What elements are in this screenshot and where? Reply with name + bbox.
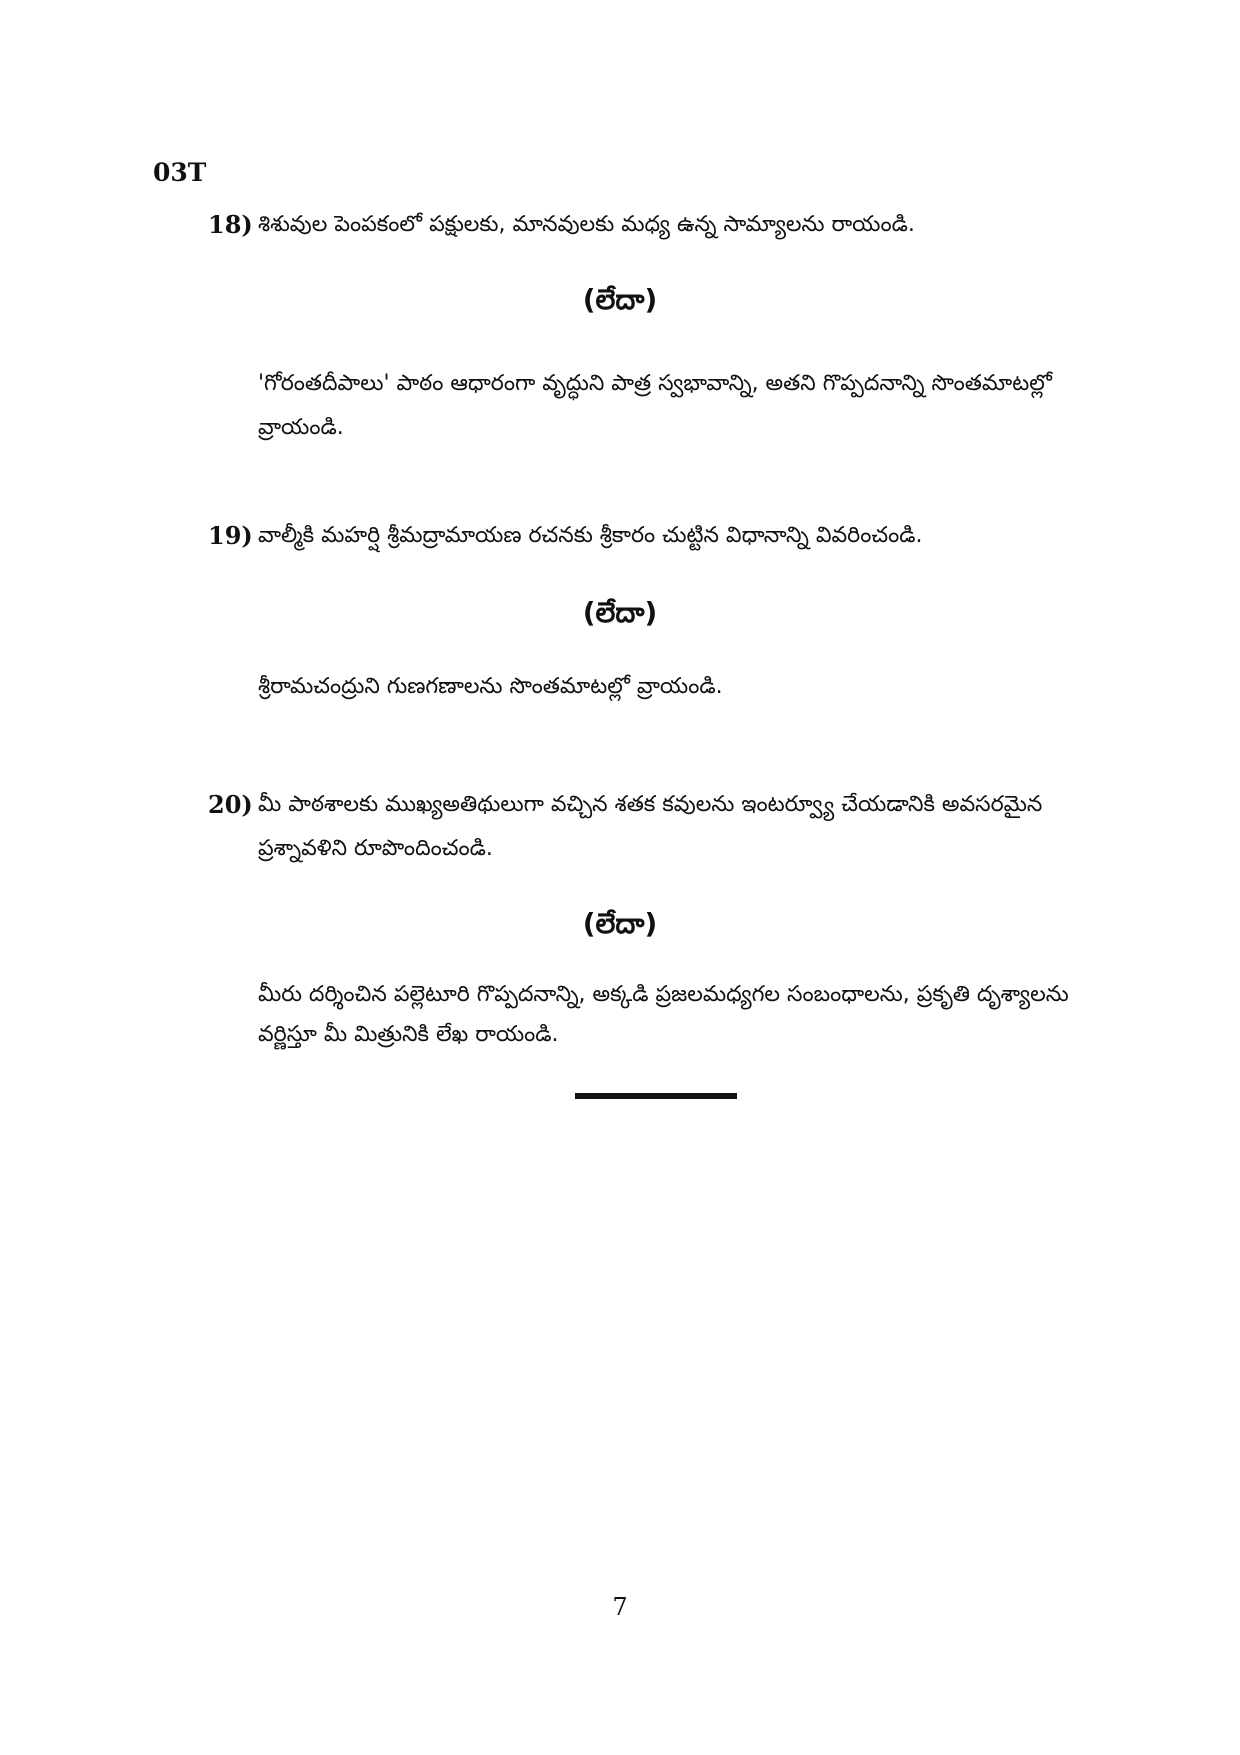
question-18 xyxy=(208,203,1088,247)
page-number: 7 xyxy=(612,1593,628,1621)
or-label-19: (లేదా) xyxy=(582,596,658,629)
question-20 xyxy=(208,783,1088,871)
or-label-20: (లేదా) xyxy=(582,907,658,940)
alternative-question-20: మీరు దర్శించిన పల్లెటూరి గొప్పదనాన్ని, అక్కడి ప్రజలమధ్యగల సంబంధాలను, ప్రకృతి దృశ్యాలను వర్ణిస్తూ మీ మిత్రునికి లేఖ రాయండి. xyxy=(258,982,1069,1047)
paper-code: 03T xyxy=(153,158,207,187)
question-text: వాల్మీకి మహర్షి శ్రీమద్రామాయణ రచనకు శ్రీకారం చుట్టిన విధానాన్ని వివరించండి. xyxy=(258,523,923,548)
question-number: 18) xyxy=(208,210,253,239)
end-of-questions-rule xyxy=(575,1093,737,1099)
question-number: 20) xyxy=(208,790,253,819)
question-19 xyxy=(208,514,1088,558)
alternative-question-19: శ్రీరామచంద్రుని గుణగణాలను సొంతమాటల్లో వ్రాయండి. xyxy=(258,674,723,699)
or-label-18: (లేదా) xyxy=(582,283,658,316)
question-text: శిశువుల పెంపకంలో పక్షులకు, మానవులకు మధ్య ఉన్న సామ్యాలను రాయండి. xyxy=(258,212,915,237)
question-text: మీ పాఠశాలకు ముఖ్యఅతిథులుగా వచ్చిన శతక కవులను ఇంటర్వ్యూ చేయడానికి అవసరమైన ప్రశ్నావళిని రూపొందించండి. xyxy=(258,792,1043,861)
question-number: 19) xyxy=(208,521,253,550)
alternative-question-18: 'గోరంతదీపాలు' పాఠం ఆధారంగా వృద్ధుని పాత్ర స్వభావాన్ని, అతని గొప్పదనాన్ని సొంతమాటల్లో వ్రాయండి. xyxy=(258,371,1052,440)
